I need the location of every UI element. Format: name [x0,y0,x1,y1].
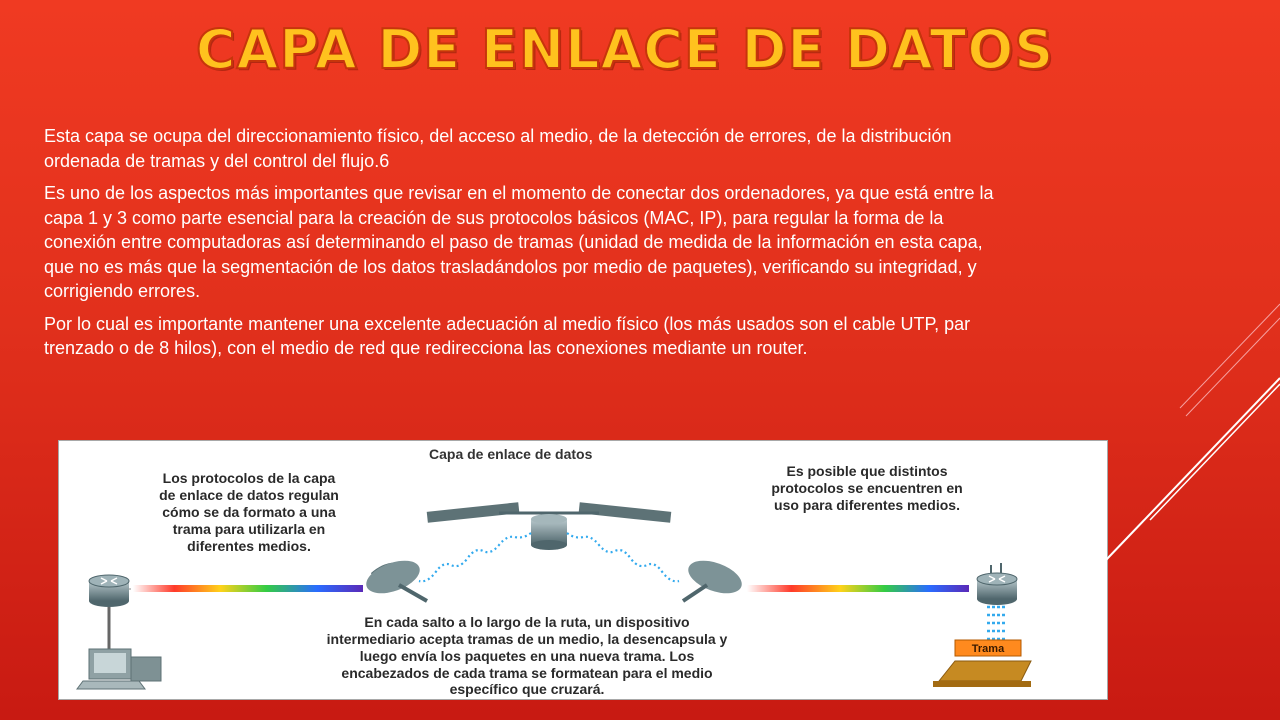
computer-icon [77,649,161,689]
satellite-dish-icon [683,554,746,601]
right-note-line-3: uso para diferentes medios. [774,497,960,513]
signal-spectrum-left [133,585,363,592]
right-note-line-1: Es posible que distintos [786,463,948,479]
laptop-icon [933,661,1031,687]
paragraph-3: Por lo cual es importante mantener una excelente adecuación al medio físico (los más usados son el cable UTP, par trenzado o de 8 hilos), con el medio de red que redirecciona las conexiones mediante un router. [44,313,971,358]
left-note-line-5: diferentes medios. [187,538,311,554]
data-link-diagram [58,440,1108,700]
right-note-line-2: protocolos se encuentren en [771,480,963,496]
bottom-note-line-3: luego envía los paquetes en una nueva trama. Los [359,648,695,664]
satellite-dish-icon [362,554,427,601]
wireless-signal-right [567,533,679,581]
signal-spectrum-right [747,585,969,592]
paragraph-1: Esta capa se ocupa del direccionamiento físico, del acceso al medio, de la detección de errores, de la distribución ordenada de tramas y del control del flujo.6 [44,126,952,171]
slide-title: CAPA DE ENLACE DE DATOS [195,18,1055,81]
paragraph-2: Es uno de los aspectos más importantes que revisar en el momento de conectar dos ordenadores, ya que está entre la capa 1 y 3 como parte esencial para la creación de sus protocolos básicos (MAC, IP), para regular la forma de la conexión entre computadoras así determinando el paso de tramas (unidad de medida de la información en esta capa, que no es más que la segmentación de los datos trasladándolos por medio de paquetes), verificando su integridad, y corrigiendo errores. [44,183,994,301]
slide-body [44,124,994,369]
wireless-signal-left [419,533,531,581]
left-note-line-2: de enlace de datos regulan [159,487,339,503]
left-note-line-1: Los protocolos de la capa [162,470,336,486]
satellite-icon [427,502,672,550]
bottom-note-line-1: En cada salto a lo largo de la ruta, un dispositivo [364,614,690,630]
bottom-note-line-5: específico que cruzará. [449,681,605,697]
bottom-note-line-4: encabezados de cada trama se formatean para el medio [341,665,713,681]
left-note-line-3: cómo se da formato a una [162,504,336,520]
diagram-header: Capa de enlace de datos [429,446,593,462]
bottom-note-line-2: intermediario acepta tramas de un medio, la desencapsula y [326,631,728,647]
router-icon [89,575,129,607]
left-note-line-4: trama para utilizarla en [172,521,326,537]
wireless-router-icon [977,563,1017,605]
frame-label: Trama [971,643,1005,655]
